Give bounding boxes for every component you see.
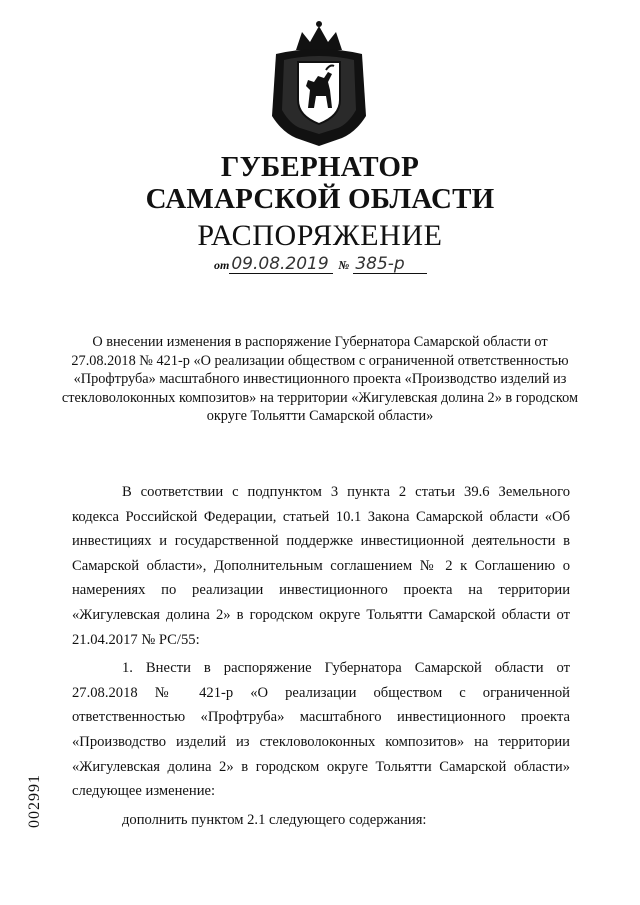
issuer-title-line2: САМАРСКОЙ ОБЛАСТИ bbox=[145, 183, 495, 215]
date-number-line bbox=[214, 255, 427, 275]
body-paragraph-1: В соответствии с подпунктом 3 пункта 2 статьи 39.6 Земельного кодекса Российской Федерации, статьей 10.1 Закона Самарской области «Об инвестициях и государственной поддержке инвестиционной деятельности в Самарской области», Дополнительным соглашением № 2 к Соглашению о намерениях по реализации инвестиционного проекта на территории «Жигулевская долина 2» в городском округе Тольятти Самарской области от 21.04.2017 № РС/55: bbox=[72, 484, 570, 648]
issuer-title-line1: ГУБЕРНАТОР bbox=[220, 151, 420, 183]
document-type: РАСПОРЯЖЕНИЕ bbox=[197, 219, 443, 252]
margin-stamp-text: 002991 bbox=[26, 774, 43, 828]
document-number: 385-р bbox=[353, 255, 427, 274]
samara-coat-of-arms-icon bbox=[268, 20, 370, 148]
body-paragraph-2: 1. Внести в распоряжение Губернатора Самарской области от 27.08.2018 № 421-р «О реализации обществом с ограниченной ответственностью «Профтруба» масштабного инвестиционного проекта «Производство изделий из стекловолоконных композитов» на территории «Жигулевская долина 2» в городском округе Тольятти Самарской области» следующее изменение: bbox=[72, 660, 570, 800]
margin-stamp bbox=[26, 764, 44, 836]
body-paragraph-3: дополнить пунктом 2.1 следующего содержания: bbox=[122, 811, 427, 828]
document-body bbox=[72, 480, 570, 832]
document-subject: О внесении изменения в распоряжение Губернатора Самарской области от 27.08.2018 № 421-р «О реализации обществом с ограниченной ответственностью «Профтруба» масштабного инвестиционного проекта «Производство изделий из стекловолоконных композитов» на территории «Жигулевская долина 2» в городском округе Тольятти Самарской области» bbox=[61, 334, 579, 425]
date-prefix: от bbox=[214, 258, 230, 272]
document-date: 09.08.2019 bbox=[229, 255, 333, 274]
number-label: № bbox=[338, 258, 350, 272]
